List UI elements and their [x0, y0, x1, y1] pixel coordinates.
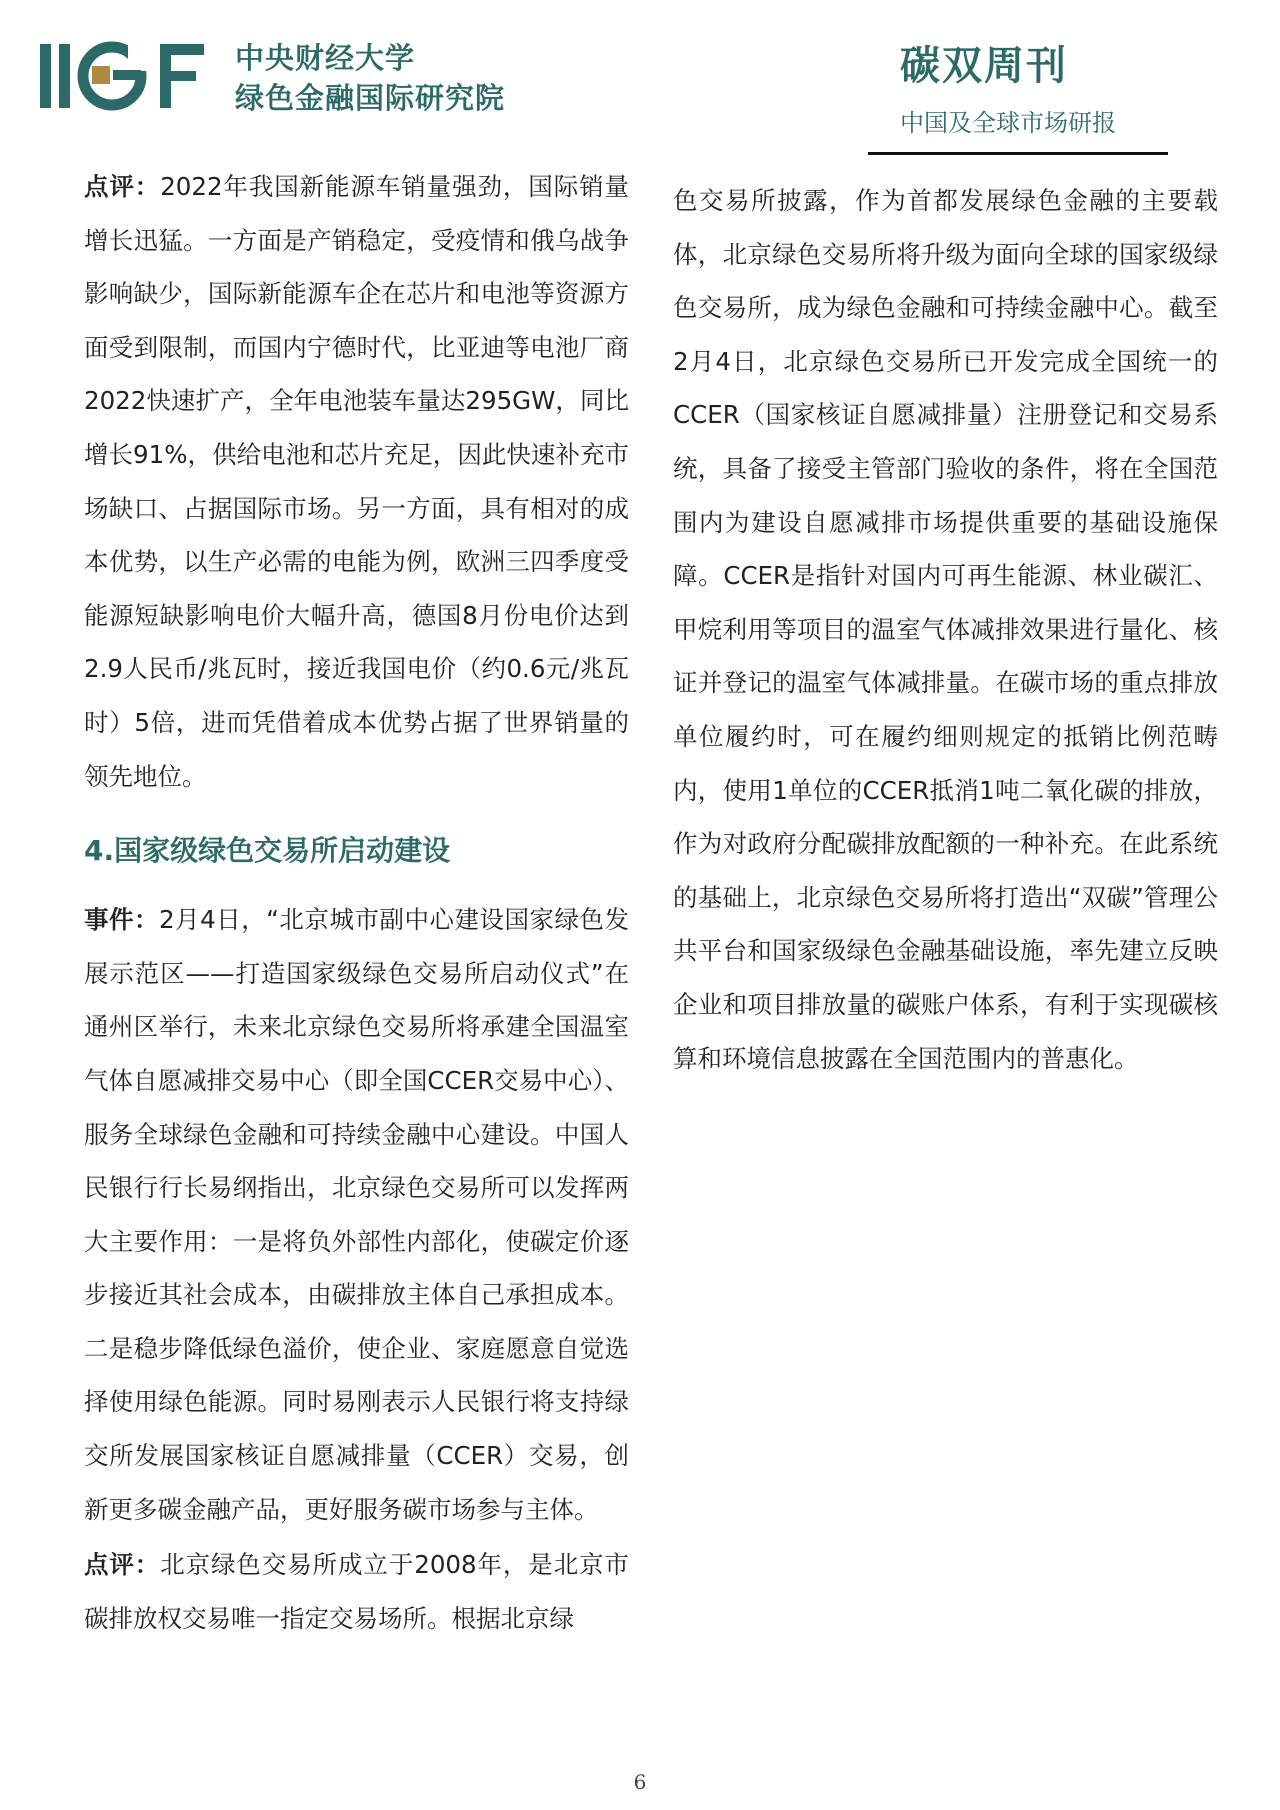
left-column: [84, 160, 629, 1645]
review-paragraph-2: [84, 1538, 629, 1645]
continuation-paragraph: 色交易所披露，作为首都发展绿色金融的主要载体，北京绿色交易所将升级为面向全球的国家级绿色交易所，成为绿色金融和可持续金融中心。截至2月4日，北京绿色交易所已开发完成全国统一的CCER（国家核证自愿减排量）注册登记和交易系统，具备了接受主管部门验收的条件，将在全国范围内为建设自愿减排市场提供重要的基础设施保障。CCER是指针对国内可再生能源、林业碳汇、甲烷利用等项目的温室气体减排效果进行量化、核证并登记的温室气体减排量。在碳市场的重点排放单位履约时，可在履约细则规定的抵销比例范畴内，使用1单位的CCER抵消1吨二氧化碳的排放，作为对政府分配碳排放配额的一种补充。在此系统的基础上，北京绿色交易所将打造出“双碳”管理公共平台和国家级绿色金融基础设施，率先建立反映企业和项目排放量的碳账户体系，有利于实现碳核算和环境信息披露在全国范围内的普惠化。: [673, 186, 1218, 1073]
publication-subtitle: 中国及全球市场研报: [900, 109, 1116, 137]
page-number: 6: [633, 1770, 647, 1794]
event-label: 事件：: [84, 905, 160, 935]
iigf-logo: [40, 40, 210, 112]
org-name-line2: 绿色金融国际研究院: [235, 81, 506, 115]
review-label: 点评：: [84, 172, 161, 201]
review-text: 2022年我国新能源车销量强劲，国际销量增长迅猛。一方面是产销稳定，受疫情和俄乌战争影响缺少，国际新能源车企在芯片和电池等资源方面受到限制，而国内宁德时代，比亚迪等电池厂商2022快速扩产，全年电池装车量达295GW，同比增长91%，供给电池和芯片充足，因此快速补充市场缺口、占据国际市场。另一方面，具有相对的成本优势，以生产必需的电能为例，欧洲三四季度受能源短缺影响电价大幅升高，德国8月份电价达到2.9人民币/兆瓦时，接近我国电价（约0.6元/兆瓦时）5倍，进而凭借着成本优势占据了世界销量的领先地位。: [84, 172, 630, 791]
section-heading: 4.国家级绿色交易所启动建设: [84, 834, 451, 868]
header-divider: [868, 152, 1168, 155]
review-label-2: 点评：: [84, 1550, 161, 1580]
review-text-2: 北京绿色交易所成立于2008年，是北京市碳排放权交易唯一指定交易场所。根据北京绿: [84, 1550, 630, 1633]
event-text: 2月4日，“北京城市副中心建设国家绿色发展示范区——打造国家级绿色交易所启动仪式”在通州区举行，未来北京绿色交易所将承建全国温室气体自愿减排交易中心（即全国CCER交易中心）、服务全球绿色金融和可持续金融中心建设。中国人民银行行长易纲指出，北京绿色交易所可以发挥两大主要作用：一是将负外部性内部化，使碳定价逐步接近其社会成本，由碳排放主体自己承担成本。二是稳步降低绿色溢价，使企业、家庭愿意自觉选择使用绿色能源。同时易刚表示人民银行将支持绿交所发展国家核证自愿减排量（CCER）交易，创新更多碳金融产品，更好服务碳市场参与主体。: [84, 905, 630, 1524]
publication-title: 碳双周刊: [900, 43, 1068, 89]
org-name-line1: 中央财经大学: [235, 41, 416, 75]
review-paragraph: [84, 160, 629, 803]
event-paragraph: [84, 893, 629, 1536]
right-column: [673, 174, 1218, 1085]
